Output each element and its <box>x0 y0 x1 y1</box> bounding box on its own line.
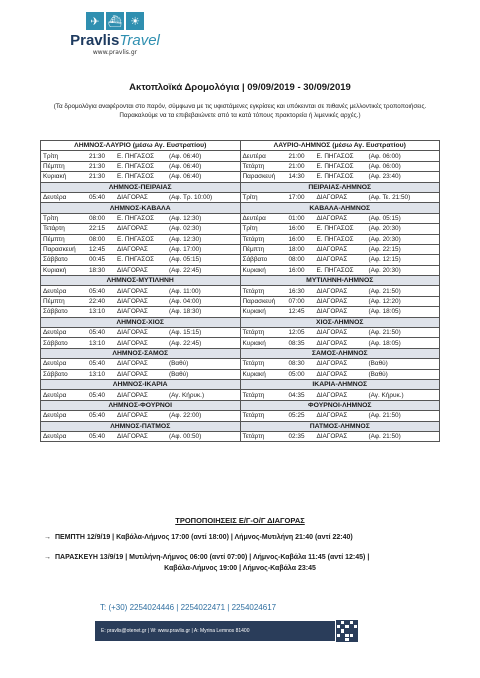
ship-name: ΔΙΑΓΟΡΑΣ <box>117 246 148 254</box>
ship-name: Ε. ΠΗΓΑΣΟΣ <box>316 173 354 181</box>
route-header-row <box>41 141 440 151</box>
modification-text: ΠΑΡΑΣΚΕΥΗ 13/9/19 | Μυτιλήνη-Λήμνος 06:00 (αντί 07:00) | Λήμνος-Καβάλα 11:45 (αντί 12:45) | <box>55 554 370 561</box>
palm-icon: ☀ <box>126 12 144 30</box>
modification-item-continued: Καβάλα-Λήμνος 19:00 | Λήμνος-Καβάλα 23:45 <box>164 565 316 572</box>
ship-name: Ε. ΠΗΓΑΣΟΣ <box>316 225 354 233</box>
disclaimer-note: (Τα δρομολόγια αναφέρονται στο παρόν, σύμφωνα με τις υφιστάμενες εγκρίσεις και υπόκεινται σε πιθανές μελλοντικές τροποποιήσεις. Παρακαλούμε να τα επιβεβαιώνετε από τα κατά τόπους πρακτορεία ή λιμενικές αρχές.) <box>53 103 427 119</box>
schedule-row <box>41 265 440 275</box>
schedule-cell <box>41 161 241 171</box>
schedule-row <box>41 390 440 400</box>
schedule-cell <box>240 161 440 171</box>
departure-time: 00:45 <box>89 256 105 264</box>
route-header-row <box>41 379 440 389</box>
departure-time: 21:30 <box>89 152 105 160</box>
day-label: Κυριακή <box>43 266 67 274</box>
departure-time: 05:00 <box>288 370 305 378</box>
contact-phone[interactable]: T: (+30) 2254024446 | 2254022471 | 2254024617 <box>100 603 277 612</box>
schedule-row <box>41 172 440 182</box>
arrival-note: (Αφ. 22:15) <box>368 246 401 254</box>
route-header-row <box>41 276 440 286</box>
day-label: Δευτέρα <box>43 360 67 368</box>
route-title: ΠΑΤΜΟΣ-ΛΗΜΝΟΣ <box>240 421 440 431</box>
schedule-cell <box>41 286 241 296</box>
schedule-cell <box>240 359 440 369</box>
schedule-cell <box>240 328 440 338</box>
day-label: Σάββατο <box>43 339 68 347</box>
schedule-row <box>41 296 440 306</box>
day-label: Τετάρτη <box>242 162 265 170</box>
ship-name: ΔΙΑΓΟΡΑΣ <box>316 246 348 254</box>
ship-name: ΔΙΑΓΟΡΑΣ <box>117 194 148 202</box>
departure-time: 16:00 <box>288 266 305 274</box>
route-title: ΚΑΒΑΛΑ-ΛΗΜΝΟΣ <box>240 203 440 213</box>
modifications-title: ΤΡΟΠΟΠΟΙΗΣΕΙΣ Ε/Γ-Ο/Γ ΔΙΑΓΟΡΑΣ <box>175 516 305 525</box>
ship-name: ΔΙΑΓΟΡΑΣ <box>117 266 148 274</box>
schedule-row <box>41 431 440 441</box>
departure-time: 12:45 <box>89 246 105 254</box>
schedule-cell <box>240 213 440 223</box>
ship-name: Ε. ΠΗΓΑΣΟΣ <box>316 152 354 160</box>
arrow-icon: → <box>44 534 51 541</box>
schedule-row <box>41 338 440 348</box>
ship-name: ΔΙΑΓΟΡΑΣ <box>316 329 348 337</box>
departure-time: 22:40 <box>89 298 105 306</box>
day-label: Τετάρτη <box>242 360 265 368</box>
departure-time: 12:45 <box>288 308 305 316</box>
ship-name: Ε. ΠΗΓΑΣΟΣ <box>316 235 354 243</box>
ship-name: Ε. ΠΗΓΑΣΟΣ <box>117 173 155 181</box>
schedule-row <box>41 213 440 223</box>
departure-time: 21:00 <box>288 152 305 160</box>
arrival-note: (Αφ. 21:50) <box>368 329 401 337</box>
ship-name: Ε. ΠΗΓΑΣΟΣ <box>117 256 155 264</box>
ship-name: ΔΙΑΓΟΡΑΣ <box>117 308 148 316</box>
arrival-note: (Αφ. 12:30) <box>169 235 202 243</box>
day-label: Σάββατο <box>242 256 268 264</box>
schedule-row <box>41 244 440 254</box>
ship-name: ΔΙΑΓΟΡΑΣ <box>117 360 148 368</box>
footer-bar: E: pravlis@otenet.gr | W: www.pravlis.gr | A: Myrina Lemnos 81400 <box>95 621 335 641</box>
schedule-cell <box>240 151 440 161</box>
ship-name: ΔΙΑΓΟΡΑΣ <box>316 391 348 399</box>
arrival-note: (Αφ. Τε. 21:50) <box>368 194 411 202</box>
arrival-note: (Αφ. 05:15) <box>169 256 202 264</box>
ship-name: ΔΙΑΓΟΡΑΣ <box>316 370 348 378</box>
arrival-note: (Αφ. 15:15) <box>169 329 202 337</box>
departure-time: 14:30 <box>288 173 305 181</box>
departure-time: 13:10 <box>89 308 105 316</box>
day-label: Παρασκευή <box>242 298 276 306</box>
ship-icon: ⛴ <box>106 12 124 30</box>
ship-name: ΔΙΑΓΟΡΑΣ <box>117 287 148 295</box>
ship-name: ΔΙΑΓΟΡΑΣ <box>316 412 348 420</box>
route-header-row <box>41 182 440 192</box>
departure-time: 08:00 <box>288 256 305 264</box>
departure-time: 18:30 <box>89 266 105 274</box>
day-label: Παρασκευή <box>242 173 276 181</box>
route-title: ΙΚΑΡΙΑ-ΛΗΜΝΟΣ <box>240 379 440 389</box>
departure-time: 08:00 <box>89 235 105 243</box>
logo-brand-bold: Pravlis <box>70 32 120 49</box>
departure-time: 02:35 <box>288 433 305 441</box>
arrival-note: (Αφ. 06:40) <box>169 173 202 181</box>
day-label: Τετάρτη <box>43 225 65 233</box>
departure-time: 05:40 <box>89 391 105 399</box>
departure-time: 12:05 <box>288 329 305 337</box>
schedule-cell <box>41 265 241 275</box>
schedule-cell <box>41 369 241 379</box>
schedule-row <box>41 411 440 421</box>
qr-code-icon[interactable] <box>336 620 358 642</box>
departure-time: 18:00 <box>288 246 305 254</box>
day-label: Πέμπτη <box>242 246 265 254</box>
day-label: Τρίτη <box>242 194 258 202</box>
ship-name: ΔΙΑΓΟΡΑΣ <box>117 412 148 420</box>
departure-time: 05:40 <box>89 360 105 368</box>
ship-name: ΔΙΑΓΟΡΑΣ <box>316 194 348 202</box>
route-title: ΜΥΤΙΛΗΝΗ-ΛΗΜΝΟΣ <box>240 276 440 286</box>
day-label: Δευτέρα <box>43 433 67 441</box>
route-title: ΣΑΜΟΣ-ΛΗΜΝΟΣ <box>240 348 440 358</box>
route-title: ΛΗΜΝΟΣ-ΠΕΙΡΑΙΑΣ <box>41 182 241 192</box>
ship-name: ΔΙΑΓΟΡΑΣ <box>316 214 348 222</box>
day-label: Σάββατο <box>43 370 68 378</box>
route-title: ΛΗΜΝΟΣ-ΠΑΤΜΟΣ <box>41 421 241 431</box>
departure-time: 16:00 <box>288 235 305 243</box>
schedule-row <box>41 286 440 296</box>
schedule-cell <box>41 224 241 234</box>
schedule-cell <box>41 172 241 182</box>
arrival-note: (Βαθύ) <box>368 370 388 378</box>
ship-name: Ε. ΠΗΓΑΣΟΣ <box>117 152 155 160</box>
schedule-cell <box>240 224 440 234</box>
modification-item <box>44 534 353 541</box>
arrival-note: (Αφ. 21:50) <box>368 412 401 420</box>
arrival-note: (Αγ. Κήρυκ.) <box>169 391 205 399</box>
arrival-note: (Αφ. 05:15) <box>368 214 401 222</box>
ship-name: Ε. ΠΗΓΑΣΟΣ <box>117 162 155 170</box>
schedule-cell <box>41 151 241 161</box>
arrival-note: (Αφ. 11:00) <box>169 287 201 295</box>
ship-name: ΔΙΑΓΟΡΑΣ <box>117 391 148 399</box>
arrival-note: (Αφ. 20:30) <box>368 225 401 233</box>
logo-icons <box>60 12 170 30</box>
schedule-cell <box>41 431 241 441</box>
schedule-cell <box>240 296 440 306</box>
logo-wordmark <box>60 32 170 49</box>
arrival-note: (Αφ. 12:15) <box>368 256 401 264</box>
arrival-note: (Αφ. 17:00) <box>169 246 202 254</box>
departure-time: 21:30 <box>89 162 105 170</box>
day-label: Τετάρτη <box>242 287 265 295</box>
route-title: ΠΕΙΡΑΙΑΣ-ΛΗΜΝΟΣ <box>240 182 440 192</box>
schedule-cell <box>41 328 241 338</box>
arrival-note: (Αφ. 12:20) <box>368 298 401 306</box>
day-label: Δευτέρα <box>43 194 67 202</box>
departure-time: 17:00 <box>288 194 305 202</box>
schedule-cell <box>240 307 440 317</box>
arrival-note: (Αφ. 22:00) <box>169 412 202 420</box>
arrival-note: (Βαθύ) <box>169 360 189 368</box>
day-label: Παρασκευή <box>43 246 76 254</box>
route-title: ΦΟΥΡΝΟΙ-ΛΗΜΝΟΣ <box>240 400 440 410</box>
departure-time: 07:00 <box>288 298 305 306</box>
day-label: Τετάρτη <box>242 412 265 420</box>
arrival-note: (Βαθύ) <box>169 370 189 378</box>
ship-name: ΔΙΑΓΟΡΑΣ <box>316 339 348 347</box>
ship-name: ΔΙΑΓΟΡΑΣ <box>316 433 348 441</box>
company-logo <box>60 12 170 72</box>
schedule-cell <box>41 296 241 306</box>
departure-time: 22:15 <box>89 225 105 233</box>
day-label: Δευτέρα <box>43 329 67 337</box>
departure-time: 21:00 <box>288 162 305 170</box>
arrival-note: (Αφ. 04:00) <box>169 298 202 306</box>
ship-name: Ε. ΠΗΓΑΣΟΣ <box>316 266 354 274</box>
arrival-note: (Αφ. 20:30) <box>368 266 401 274</box>
schedule-cell <box>41 192 241 202</box>
route-header-row <box>41 348 440 358</box>
day-label: Τετάρτη <box>242 235 265 243</box>
arrival-note: (Αφ. 21:50) <box>368 287 401 295</box>
schedule-cell <box>41 307 241 317</box>
departure-time: 05:40 <box>89 412 105 420</box>
arrival-note: (Αφ. 06:00) <box>368 152 401 160</box>
day-label: Κυριακή <box>242 266 266 274</box>
schedule-cell <box>240 172 440 182</box>
page-title: Ακτοπλοϊκά Δρομολόγια | 09/09/2019 - 30/09/2019 <box>129 82 351 93</box>
schedule-cell <box>41 359 241 369</box>
schedule-cell <box>41 338 241 348</box>
modification-item <box>44 554 369 561</box>
ship-name: ΔΙΑΓΟΡΑΣ <box>117 339 148 347</box>
route-header-row <box>41 400 440 410</box>
schedule-cell <box>240 255 440 265</box>
day-label: Τρίτη <box>242 225 258 233</box>
schedule-cell <box>41 411 241 421</box>
arrival-note: (Αφ. 21:50) <box>368 433 401 441</box>
plane-icon: ✈ <box>86 12 104 30</box>
arrival-note: (Βαθύ) <box>368 360 388 368</box>
schedule-row <box>41 224 440 234</box>
schedule-row <box>41 151 440 161</box>
day-label: Τετάρτη <box>242 329 265 337</box>
route-title: ΛΗΜΝΟΣ-ΣΑΜΟΣ <box>41 348 241 358</box>
schedule-cell <box>41 244 241 254</box>
arrival-note: (Αφ. Τρ. 10:00) <box>169 194 213 202</box>
arrival-note: (Αφ. 23:40) <box>368 173 401 181</box>
ship-name: ΔΙΑΓΟΡΑΣ <box>117 298 148 306</box>
departure-time: 16:00 <box>288 225 305 233</box>
departure-time: 13:10 <box>89 370 105 378</box>
route-header-row <box>41 317 440 327</box>
arrival-note: (Αφ. 18:30) <box>169 308 202 316</box>
schedule-row <box>41 359 440 369</box>
day-label: Κυριακή <box>242 370 266 378</box>
schedule-row <box>41 161 440 171</box>
route-header-row <box>41 421 440 431</box>
schedule-cell <box>41 213 241 223</box>
departure-time: 05:40 <box>89 329 105 337</box>
departure-time: 08:00 <box>89 214 105 222</box>
route-header-row <box>41 203 440 213</box>
day-label: Πέμπτη <box>43 235 65 243</box>
departure-time: 05:40 <box>89 433 105 441</box>
schedule-row <box>41 369 440 379</box>
schedule-row <box>41 328 440 338</box>
departure-time: 16:30 <box>288 287 305 295</box>
route-title: ΛΗΜΝΟΣ-ΚΑΒΑΛΑ <box>41 203 241 213</box>
schedule-cell <box>240 411 440 421</box>
day-label: Πέμπτη <box>43 298 65 306</box>
arrival-note: (Αγ. Κήρυκ.) <box>368 391 404 399</box>
arrival-note: (Αφ. 22:45) <box>169 266 202 274</box>
day-label: Δευτέρα <box>242 152 266 160</box>
departure-time: 21:30 <box>89 173 105 181</box>
departure-time: 05:40 <box>89 194 105 202</box>
schedule-row <box>41 255 440 265</box>
departure-time: 04:35 <box>288 391 305 399</box>
ship-name: ΔΙΑΓΟΡΑΣ <box>117 370 148 378</box>
arrival-note: (Αφ. 20:30) <box>368 235 401 243</box>
route-title: ΛΗΜΝΟΣ-ΛΑΥΡΙΟ (μέσω Αγ. Ευστρατίου) <box>41 141 241 151</box>
arrival-note: (Αφ. 12:30) <box>169 214 202 222</box>
ship-name: Ε. ΠΗΓΑΣΟΣ <box>316 162 354 170</box>
departure-time: 05:25 <box>288 412 305 420</box>
ship-name: ΔΙΑΓΟΡΑΣ <box>117 329 148 337</box>
modification-text: ΠΕΜΠΤΗ 12/9/19 | Καβάλα-Λήμνος 17:00 (αντί 18:00) | Λήμνος-Μυτιλήνη 21:40 (αντί 22:40) <box>55 534 353 541</box>
departure-time: 08:30 <box>288 360 305 368</box>
schedule-cell <box>240 234 440 244</box>
day-label: Πέμπτη <box>43 162 65 170</box>
day-label: Τρίτη <box>43 214 59 222</box>
ship-name: Ε. ΠΗΓΑΣΟΣ <box>117 235 155 243</box>
ship-name: ΔΙΑΓΟΡΑΣ <box>316 308 348 316</box>
arrival-note: (Αφ. 18:05) <box>368 339 401 347</box>
arrival-note: (Αφ. 22:45) <box>169 339 202 347</box>
ship-name: Ε. ΠΗΓΑΣΟΣ <box>117 214 155 222</box>
schedule-cell <box>240 265 440 275</box>
route-title: ΛΗΜΝΟΣ-ΦΟΥΡΝΟΙ <box>41 400 241 410</box>
schedule-cell <box>240 369 440 379</box>
day-label: Δευτέρα <box>43 391 67 399</box>
day-label: Σάββατο <box>43 308 68 316</box>
day-label: Δευτέρα <box>43 287 67 295</box>
day-label: Τετάρτη <box>242 391 265 399</box>
schedule-table <box>40 140 440 442</box>
day-label: Τρίτη <box>43 152 59 160</box>
arrival-note: (Αφ. 06:40) <box>169 162 202 170</box>
route-title: ΧΙΟΣ-ΛΗΜΝΟΣ <box>240 317 440 327</box>
ship-name: ΔΙΑΓΟΡΑΣ <box>117 225 148 233</box>
arrow-icon: → <box>44 554 51 561</box>
day-label: Κυριακή <box>242 308 266 316</box>
arrival-note: (Αφ. 02:30) <box>169 225 202 233</box>
ship-name: ΔΙΑΓΟΡΑΣ <box>316 287 348 295</box>
schedule-cell <box>41 255 241 265</box>
departure-time: 01:00 <box>288 214 305 222</box>
schedule-cell <box>41 234 241 244</box>
departure-time: 08:35 <box>288 339 305 347</box>
schedule-row <box>41 234 440 244</box>
logo-url: www.pravlis.gr <box>92 49 138 56</box>
arrival-note: (Αφ. 00:50) <box>169 433 202 441</box>
schedule-cell <box>240 286 440 296</box>
route-title: ΛΑΥΡΙΟ-ΛΗΜΝΟΣ (μέσω Αγ. Ευστρατίου) <box>240 141 440 151</box>
schedule-cell <box>240 390 440 400</box>
route-title: ΛΗΜΝΟΣ-ΙΚΑΡΙΑ <box>41 379 241 389</box>
arrival-note: (Αφ. 06:40) <box>169 152 202 160</box>
schedule-cell <box>41 390 241 400</box>
ship-name: ΔΙΑΓΟΡΑΣ <box>316 298 348 306</box>
day-label: Δευτέρα <box>43 412 67 420</box>
day-label: Κυριακή <box>242 339 266 347</box>
departure-time: 13:10 <box>89 339 105 347</box>
schedule-cell <box>240 431 440 441</box>
ship-name: ΔΙΑΓΟΡΑΣ <box>316 256 348 264</box>
schedule-cell <box>240 192 440 202</box>
route-title: ΛΗΜΝΟΣ-ΧΙΟΣ <box>41 317 241 327</box>
route-title: ΛΗΜΝΟΣ-ΜΥΤΙΛΗΝΗ <box>41 276 241 286</box>
day-label: Κυριακή <box>43 173 67 181</box>
ship-name: ΔΙΑΓΟΡΑΣ <box>117 433 148 441</box>
day-label: Τετάρτη <box>242 433 265 441</box>
arrival-note: (Αφ. 18:05) <box>368 308 401 316</box>
schedule-row <box>41 192 440 202</box>
arrival-note: (Αφ. 06:00) <box>368 162 401 170</box>
departure-time: 05:40 <box>89 287 105 295</box>
day-label: Δευτέρα <box>242 214 266 222</box>
schedule-row <box>41 307 440 317</box>
schedule-cell <box>240 338 440 348</box>
ship-name: ΔΙΑΓΟΡΑΣ <box>316 360 348 368</box>
day-label: Σάββατο <box>43 256 68 264</box>
logo-brand-light: Travel <box>119 32 160 49</box>
schedule-cell <box>240 244 440 254</box>
